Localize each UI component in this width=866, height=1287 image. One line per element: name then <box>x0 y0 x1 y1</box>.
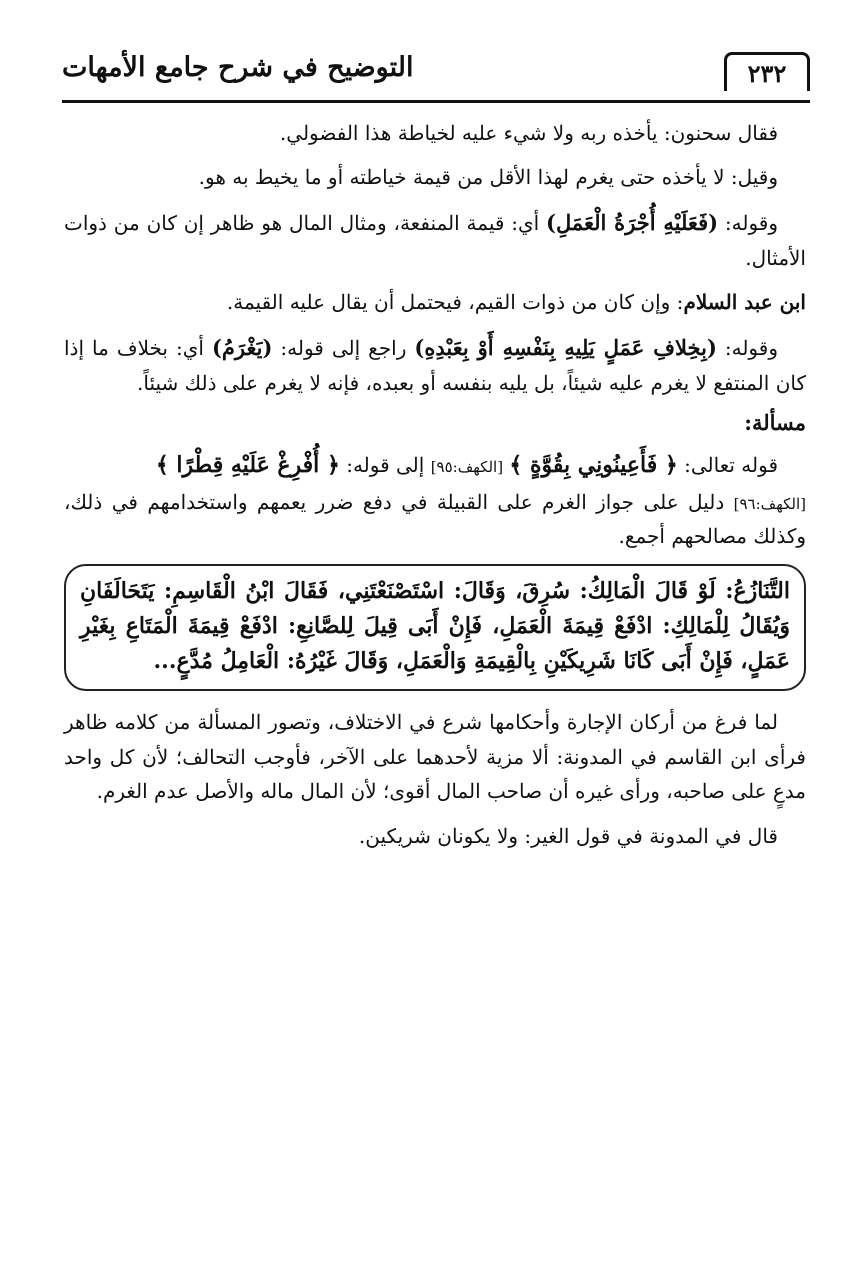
matn-quote: (فَعَلَيْهِ أُجْرَةُ الْعَمَلِ) <box>546 209 719 235</box>
paragraph-bikhilaf <box>64 330 806 401</box>
paragraph-sahnun: فقال سحنون: يأخذه ربه ولا شيء عليه لخياطة هذا الفضولي. <box>279 121 778 145</box>
matn-quote: (بِخِلافِ عَمَلٍ يَلِيهِ بِنَفْسِهِ أَوْ بِعَبْدِهِ) <box>414 334 717 360</box>
quran-verse: ﴿ فَأَعِينُونِي بِقُوَّةٍ ﴾ <box>509 452 678 479</box>
paragraph-mudawwana: قال في المدونة في قول الغير: ولا يكونان شريكين. <box>358 823 778 848</box>
text-run: أي: بخلاف ما إذا كان المنتفع لا يغرم عليه شيئاً، بل يليه بنفسه أو بعبده، فإنه لا يغرم على ذلك شيئاً. <box>64 335 806 395</box>
text-run: وقوله: <box>716 335 778 360</box>
page-body <box>64 116 806 863</box>
text-run: دليل على جواز الغرم على القبيلة في دفع ضرر يعمهم واستخدامهم في ذلك، وكذلك مصالحهم أجمع. <box>64 490 806 549</box>
paragraph-quran-verse <box>64 447 806 554</box>
text-run: : وإن كان من ذوات القيم، فيحتمل أن يقال عليه القيمة. <box>226 290 684 315</box>
page-header <box>62 46 810 103</box>
quran-verse: ﴿ أُفْرِغْ عَلَيْهِ قِطْرًا ﴾ <box>155 452 340 479</box>
text-run: قوله تعالى: <box>677 453 778 478</box>
text-run: راجع إلى قوله: <box>272 335 415 360</box>
verse-reference: [الكهف:٩٥] <box>430 458 504 477</box>
paragraph-commentary: لما فرغ من أركان الإجارة وأحكامها شرع في الاختلاف، وتصور المسألة من كلامه ظاهر فرأى ابن القاسم في المدونة: ألا مزية لأحدهما على الآخر، فأوجب التحالف؛ لأن كل واحد مدعٍ على صاحبه، ورأى غيره أن صاحب المال أقوى؛ لأن المال ماله والأصل عدم الغرم. <box>64 710 806 804</box>
matn-box <box>64 564 806 692</box>
paragraph-ajrat-al-amal <box>64 205 806 276</box>
text-run: إلى قوله: <box>339 453 431 478</box>
text-run: أي: قيمة المنفعة، ومثال المال هو ظاهر إن كان من ذوات الأمثال. <box>64 210 806 270</box>
paragraph-ibn-abd-al-salam <box>64 285 806 319</box>
paragraph-qil: وقيل: لا يأخذه حتى يغرم لهذا الأقل من قيمة خياطته أو ما يخيط به هو. <box>198 165 778 190</box>
text-run: وقوله: <box>718 210 778 235</box>
verse-reference: [الكهف:٩٦] <box>733 495 806 513</box>
page-number: ٢٣٢ <box>724 52 810 91</box>
author-name: ابن عبد السلام <box>683 290 806 315</box>
matn-quote: (يَغْرَمُ) <box>211 334 273 360</box>
matn-text: التَّنَازُعُ: لَوْ قَالَ الْمَالِكُ: سُرِقَ، وَقَالَ: اسْتَصْنَعْتَنِي، فَقَالَ ابْنُ الْقَاسِمِ: يَتَحَالَفَانِ وَيُقَالُ لِلْمَالِكِ: ادْفَعْ قِيمَةَ الْعَمَلِ، فَإِنْ أَبَى قِيلَ لِلصَّانِعِ: ادْفَعْ قِيمَةَ الْمَتَاعِ بِغَيْرِ عَمَلٍ، فَإِنْ أَبَى كَانَا شَرِيكَيْنِ بِالْقِيمَةِ وَالْعَمَلِ، وَقَالَ غَيْرُهُ: الْعَامِلُ مُدَّعٍ... <box>80 577 790 675</box>
running-title: التوضيح في شرح جامع الأمهات <box>62 52 414 83</box>
section-heading: مسألة: <box>744 410 806 436</box>
